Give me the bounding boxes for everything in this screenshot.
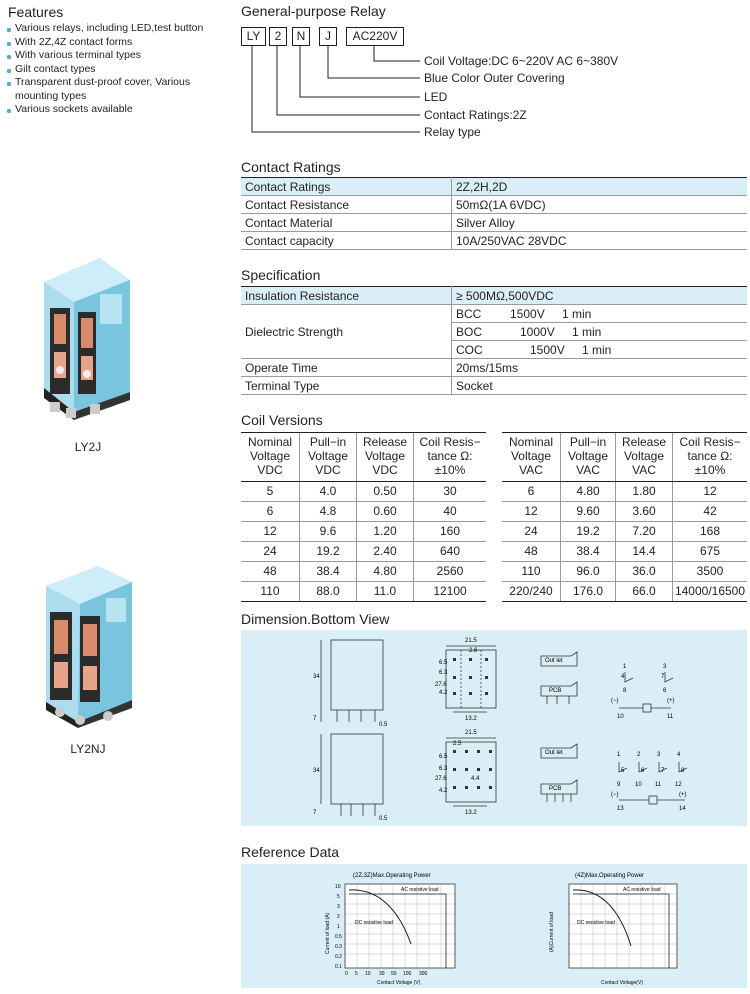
ac-label: AC resistive load [623, 887, 661, 893]
y-tick: 0.5 [335, 934, 342, 940]
cell-label: Contact capacity [241, 232, 452, 250]
dim-label: 4.4 [471, 776, 480, 782]
dim-label: 6.3 [439, 670, 448, 676]
x-tick: 10 [365, 971, 371, 977]
general-title: General-purpose Relay [241, 3, 386, 19]
table-cell: 12 [502, 502, 561, 522]
y-ticks [335, 884, 342, 970]
table-cell: 6 [502, 482, 561, 502]
feature-item: Various relays, including LED,test button [6, 22, 226, 36]
x-ticks [345, 971, 428, 977]
terminal-number: 4 [677, 752, 681, 758]
table-cell: 24 [241, 542, 300, 562]
table-cell: 9.6 [300, 522, 357, 542]
x-tick: 50 [391, 971, 397, 977]
chart-title: (2Z,3Z)Max.Operating Power [353, 873, 431, 879]
cell-label: Contact Material [241, 214, 452, 232]
column-header: Pull−in Voltage VDC [300, 433, 357, 482]
column-header: Release Voltage VAC [616, 433, 673, 482]
table-cell: 3.60 [616, 502, 673, 522]
polarity-minus: (−) [611, 792, 619, 798]
dim-label: 7 [313, 716, 317, 722]
table-row [241, 196, 747, 214]
feature-item: Transparent dust-proof cover, Various mounting types [6, 76, 226, 103]
reference-title: Reference Data [241, 844, 340, 860]
table-row [241, 287, 747, 305]
y-tick: 5 [337, 894, 340, 900]
polarity-plus: (+) [679, 792, 687, 798]
terminal-number: 6 [641, 768, 645, 774]
table-row [241, 582, 486, 602]
chart-xlabel: Contact Voltage (V) [377, 980, 421, 986]
table-row [241, 359, 747, 377]
table-row [241, 214, 747, 232]
table-cell: 110 [502, 562, 561, 582]
chart-xlabel: Contact Voltage(V) [601, 980, 643, 986]
dim-label: 0.5 [379, 722, 388, 728]
table-cell: 9.60 [561, 502, 616, 522]
code-box: J [319, 27, 337, 46]
cell-value: 10A/250VAC 28VDC [452, 232, 748, 250]
table-cell: 160 [414, 522, 487, 542]
dielectric-row [452, 341, 748, 359]
terminal-number: 8 [623, 688, 627, 694]
table-row [502, 482, 747, 502]
cell-value: 50mΩ(1A 6VDC) [452, 196, 748, 214]
y-tick: 1 [337, 924, 340, 930]
dielectric-time: 1 min [572, 324, 602, 339]
x-tick: 5 [355, 971, 358, 977]
dim-label: 2.6 [469, 648, 478, 654]
table-row [241, 522, 486, 542]
terminal-number: 11 [655, 782, 662, 788]
terminal-number: 1 [623, 664, 627, 670]
cell-value: 2Z,2H,2D [452, 178, 748, 196]
dimension-title: Dimension.Bottom View [241, 611, 390, 627]
code-box: 2 [269, 27, 287, 46]
table-cell: 4.8 [300, 502, 357, 522]
table-cell: 0.60 [357, 502, 414, 522]
chart-title: (4Z)Max.Operating Power [575, 873, 645, 879]
polarity-plus: (+) [667, 698, 675, 704]
table-cell: 168 [673, 522, 748, 542]
pcb-label: PCB [549, 786, 562, 792]
dim-label: 34 [313, 674, 320, 680]
table-cell: 24 [502, 522, 561, 542]
terminal-number: 3 [657, 752, 661, 758]
table-cell: 4.80 [357, 562, 414, 582]
dim-label: 6.5 [439, 754, 448, 760]
table-cell: 66.0 [616, 582, 673, 602]
feature-item: With various terminal types [6, 49, 226, 63]
pcb-label: PCB [549, 688, 562, 694]
chart-ylabel: Current of load (A) [325, 912, 331, 954]
contact-ratings-title: Contact Ratings [241, 159, 341, 175]
dielectric-row [452, 305, 748, 323]
cell-label: Insulation Resistance [241, 287, 452, 305]
cell-label: Operate Time [241, 359, 452, 377]
cell-label: Contact Ratings [241, 178, 452, 196]
dimension-drawings [241, 630, 747, 826]
header-row [241, 433, 486, 482]
dim-label: 27.6 [435, 682, 447, 688]
relay-ly2nj-image [32, 562, 142, 732]
table-row [241, 502, 486, 522]
table-row [241, 232, 747, 250]
x-tick: 300 [419, 971, 428, 977]
table-cell: 30 [414, 482, 487, 502]
dim-label: 7 [313, 810, 317, 816]
table-row [241, 377, 747, 395]
coil-ac-table [502, 432, 747, 602]
dim-label: 21.5 [465, 638, 477, 644]
code-box: AC220V [346, 27, 404, 46]
code-leader-lines [240, 44, 440, 144]
features-list [6, 22, 226, 117]
dim-label: 13.2 [465, 810, 477, 816]
table-cell: 7.20 [616, 522, 673, 542]
code-box: LY [241, 27, 266, 46]
terminal-number: 5 [621, 768, 625, 774]
table-cell: 110 [241, 582, 300, 602]
table-row [502, 502, 747, 522]
table-cell: 40 [414, 502, 487, 522]
table-row [241, 562, 486, 582]
dimension-panel [241, 630, 747, 826]
terminal-number: 8 [681, 768, 685, 774]
feature-item: With 2Z,4Z contact forms [6, 36, 226, 50]
table-row [502, 582, 747, 602]
dim-label: 2.5 [453, 741, 462, 747]
table-cell: 19.2 [561, 522, 616, 542]
header-row [502, 433, 747, 482]
dim-label: 34 [313, 768, 320, 774]
dielectric-voltage: 1500V [530, 342, 565, 357]
terminal-number: 3 [663, 664, 667, 670]
cell-value: ≥ 500MΩ,500VDC [452, 287, 748, 305]
dim-label: 4.2 [439, 690, 448, 696]
table-cell: 2560 [414, 562, 487, 582]
chart-ylabel: (A)Current of load [549, 912, 555, 952]
outlet-label: Out let [545, 750, 563, 756]
table-cell: 14.4 [616, 542, 673, 562]
column-header: Coil Resis− tance Ω: ±10% [414, 433, 487, 482]
y-tick: 2 [337, 914, 340, 920]
table-row [502, 542, 747, 562]
terminal-number: 10 [635, 782, 642, 788]
dim-label: 13.2 [465, 716, 477, 722]
y-tick: 0.3 [335, 944, 342, 950]
table-row [241, 542, 486, 562]
y-tick: 3 [337, 904, 340, 910]
table-row [502, 562, 747, 582]
terminal-number: 11 [667, 714, 674, 720]
dielectric-row [452, 323, 748, 341]
table-cell: 42 [673, 502, 748, 522]
table-cell: 675 [673, 542, 748, 562]
table-cell: 1.80 [616, 482, 673, 502]
terminal-number: 6 [663, 688, 667, 694]
column-header: Coil Resis− tance Ω: ±10% [673, 433, 748, 482]
terminal-number: 12 [675, 782, 682, 788]
dim-label: 21.5 [465, 730, 477, 736]
relay-caption: LY2J [74, 440, 102, 454]
table-cell: 1.20 [357, 522, 414, 542]
reference-panel [241, 864, 747, 988]
column-header: Nominal Voltage VDC [241, 433, 300, 482]
coil-dc-table [241, 432, 486, 602]
terminal-number: 13 [617, 806, 624, 812]
table-cell: 11.0 [357, 582, 414, 602]
outlet-label: Out let [545, 658, 563, 664]
column-header: Pull−in Voltage VAC [561, 433, 616, 482]
dielectric-voltage: 1500V [510, 306, 545, 321]
column-header: Nominal Voltage VAC [502, 433, 561, 482]
table-cell: 176.0 [561, 582, 616, 602]
table-row [241, 305, 747, 323]
y-tick: 0.2 [335, 954, 342, 960]
cell-value: 20ms/15ms [452, 359, 748, 377]
dc-label: DC resistive load [577, 920, 615, 926]
table-row [502, 522, 747, 542]
table-cell: 19.2 [300, 542, 357, 562]
feature-item: Gilt contact types [6, 63, 226, 77]
table-cell: 48 [502, 542, 561, 562]
code-label-led: LED [424, 90, 448, 104]
dim-label: 4.2 [439, 788, 448, 794]
table-cell: 220/240 [502, 582, 561, 602]
terminal-number: 9 [617, 782, 621, 788]
table-cell: 14000/16500 [673, 582, 748, 602]
table-cell: 3500 [673, 562, 748, 582]
reference-charts [241, 864, 747, 988]
cell-label: Dielectric Strength [241, 305, 452, 359]
cell-label: Terminal Type [241, 377, 452, 395]
code-label-contact: Contact Ratings:2Z [424, 108, 527, 122]
code-label-cover: Blue Color Outer Covering [424, 71, 565, 85]
features-title: Features [8, 4, 64, 20]
terminal-number: 2 [637, 752, 641, 758]
table-row [241, 178, 747, 196]
table-cell: 12100 [414, 582, 487, 602]
ac-label: AC resistive load [401, 887, 439, 893]
column-header: Release Voltage VDC [357, 433, 414, 482]
dielectric-type: BCC [456, 306, 482, 321]
table-cell: 38.4 [561, 542, 616, 562]
specification-table [241, 286, 747, 395]
relay-ly2j-image [30, 252, 140, 422]
terminal-number: 7 [661, 674, 665, 680]
code-label-coil: Coil Voltage:DC 6~220V AC 6~380V [424, 54, 619, 68]
code-box: N [292, 27, 310, 46]
polarity-minus: (−) [611, 698, 619, 704]
dielectric-time: 1 min [562, 306, 592, 321]
dim-label: 0.5 [379, 816, 388, 822]
cell-label: Contact Resistance [241, 196, 452, 214]
table-cell: 6 [241, 502, 300, 522]
x-tick: 30 [379, 971, 385, 977]
dielectric-time: 1 min [582, 342, 612, 357]
terminal-number: 4 [621, 674, 625, 680]
dielectric-voltage: 1000V [520, 324, 555, 339]
x-tick: 0 [345, 971, 348, 977]
table-cell: 12 [241, 522, 300, 542]
table-cell: 0.50 [357, 482, 414, 502]
dim-label: 27.6 [435, 776, 447, 782]
code-label-type: Relay type [424, 125, 481, 139]
y-tick: 0.1 [335, 964, 342, 970]
table-cell: 2.40 [357, 542, 414, 562]
table-cell: 4.0 [300, 482, 357, 502]
table-cell: 96.0 [561, 562, 616, 582]
table-cell: 38.4 [300, 562, 357, 582]
x-tick: 100 [403, 971, 412, 977]
cell-value: Socket [452, 377, 748, 395]
dim-label: 6.3 [439, 766, 448, 772]
dim-label: 6.5 [439, 660, 448, 666]
dc-label: DC resistive load [355, 920, 393, 926]
cell-value: Silver Alloy [452, 214, 748, 232]
specification-title: Specification [241, 267, 321, 283]
terminal-number: 7 [661, 768, 665, 774]
relay-caption: LY2NJ [70, 742, 106, 756]
table-cell: 88.0 [300, 582, 357, 602]
table-row [241, 482, 486, 502]
table-cell: 36.0 [616, 562, 673, 582]
coil-versions-title: Coil Versions [241, 412, 323, 428]
terminal-number: 10 [617, 714, 624, 720]
feature-item: Various sockets available [6, 103, 226, 117]
table-cell: 48 [241, 562, 300, 582]
dielectric-type: COC [456, 342, 483, 357]
contact-ratings-table [241, 177, 747, 250]
terminal-number: 1 [617, 752, 621, 758]
table-cell: 640 [414, 542, 487, 562]
table-cell: 5 [241, 482, 300, 502]
terminal-number: 14 [679, 806, 686, 812]
table-cell: 12 [673, 482, 748, 502]
dielectric-type: BOC [456, 324, 483, 339]
table-cell: 4.80 [561, 482, 616, 502]
y-tick: 10 [335, 884, 341, 890]
